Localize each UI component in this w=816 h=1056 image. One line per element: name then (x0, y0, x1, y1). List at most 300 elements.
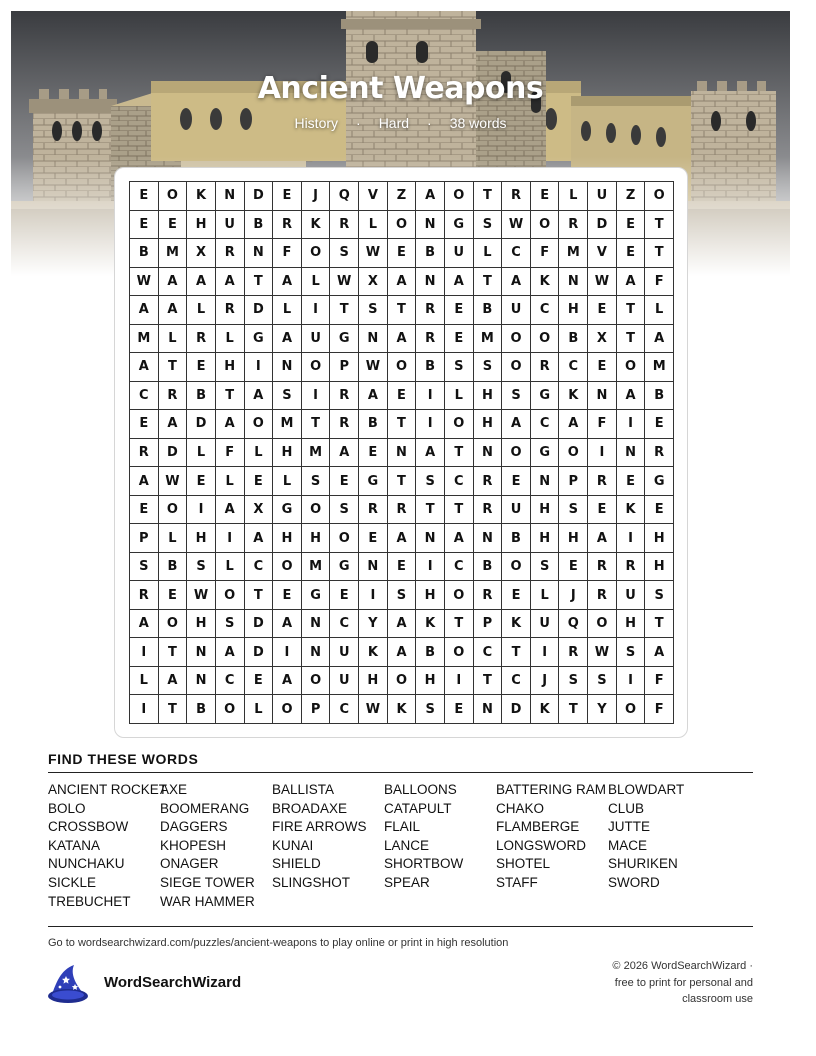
wizard-hat-icon[interactable] (46, 962, 94, 1006)
grid-cell[interactable]: F (645, 667, 674, 696)
grid-cell[interactable]: H (559, 296, 588, 325)
grid-cell[interactable]: A (388, 610, 417, 639)
grid-cell[interactable]: D (502, 695, 531, 724)
grid-cell[interactable]: I (216, 524, 245, 553)
grid-cell[interactable]: A (416, 439, 445, 468)
grid-cell[interactable]: F (645, 695, 674, 724)
grid-cell[interactable]: O (445, 581, 474, 610)
grid-cell[interactable]: I (416, 410, 445, 439)
grid-cell[interactable]: I (416, 382, 445, 411)
letter-grid[interactable] (129, 181, 674, 724)
grid-cell[interactable]: W (359, 353, 388, 382)
grid-cell[interactable]: O (302, 353, 331, 382)
grid-cell[interactable]: A (245, 524, 274, 553)
grid-cell[interactable]: S (130, 553, 159, 582)
grid-cell[interactable]: C (445, 467, 474, 496)
grid-cell[interactable]: X (359, 268, 388, 297)
grid-cell[interactable]: N (474, 439, 503, 468)
grid-cell[interactable]: U (445, 239, 474, 268)
grid-cell[interactable]: W (187, 581, 216, 610)
grid-cell[interactable]: P (302, 695, 331, 724)
grid-cell[interactable]: M (130, 325, 159, 354)
grid-cell[interactable]: E (617, 467, 646, 496)
grid-cell[interactable]: F (645, 268, 674, 297)
grid-cell[interactable]: U (216, 211, 245, 240)
grid-cell[interactable]: A (617, 382, 646, 411)
grid-cell[interactable]: B (559, 325, 588, 354)
grid-cell[interactable]: F (588, 410, 617, 439)
grid-cell[interactable]: R (559, 638, 588, 667)
grid-cell[interactable]: I (302, 382, 331, 411)
grid-cell[interactable]: B (502, 524, 531, 553)
grid-cell[interactable]: T (645, 610, 674, 639)
grid-cell[interactable]: O (445, 410, 474, 439)
grid-cell[interactable]: R (559, 211, 588, 240)
grid-cell[interactable]: E (531, 182, 560, 211)
grid-cell[interactable]: H (645, 553, 674, 582)
grid-cell[interactable]: T (617, 325, 646, 354)
grid-cell[interactable]: I (302, 296, 331, 325)
grid-cell[interactable]: W (588, 268, 617, 297)
grid-cell[interactable]: F (531, 239, 560, 268)
grid-cell[interactable]: W (588, 638, 617, 667)
grid-cell[interactable]: S (416, 695, 445, 724)
grid-cell[interactable]: C (330, 695, 359, 724)
grid-cell[interactable]: Z (388, 182, 417, 211)
grid-cell[interactable]: U (502, 496, 531, 525)
grid-cell[interactable]: N (302, 610, 331, 639)
grid-cell[interactable]: U (588, 182, 617, 211)
grid-cell[interactable]: C (245, 553, 274, 582)
grid-cell[interactable]: I (617, 410, 646, 439)
grid-cell[interactable]: J (302, 182, 331, 211)
grid-cell[interactable]: T (445, 610, 474, 639)
grid-cell[interactable]: K (359, 638, 388, 667)
grid-cell[interactable]: H (416, 667, 445, 696)
grid-cell[interactable]: R (617, 553, 646, 582)
grid-cell[interactable]: A (645, 638, 674, 667)
grid-cell[interactable]: A (245, 382, 274, 411)
grid-cell[interactable]: O (445, 182, 474, 211)
grid-cell[interactable]: B (159, 553, 188, 582)
grid-cell[interactable]: L (245, 695, 274, 724)
grid-cell[interactable]: N (216, 182, 245, 211)
grid-cell[interactable]: T (617, 296, 646, 325)
grid-cell[interactable]: D (245, 182, 274, 211)
grid-cell[interactable]: K (302, 211, 331, 240)
grid-cell[interactable]: C (531, 410, 560, 439)
grid-cell[interactable]: G (445, 211, 474, 240)
grid-cell[interactable]: S (359, 296, 388, 325)
grid-cell[interactable]: E (359, 439, 388, 468)
grid-cell[interactable]: H (531, 524, 560, 553)
grid-cell[interactable]: A (130, 296, 159, 325)
grid-cell[interactable]: A (359, 382, 388, 411)
grid-cell[interactable]: A (273, 610, 302, 639)
grid-cell[interactable]: C (502, 667, 531, 696)
grid-cell[interactable]: I (130, 695, 159, 724)
grid-cell[interactable]: A (130, 467, 159, 496)
grid-cell[interactable]: W (330, 268, 359, 297)
grid-cell[interactable]: T (474, 182, 503, 211)
grid-cell[interactable]: O (159, 182, 188, 211)
grid-cell[interactable]: U (330, 667, 359, 696)
grid-cell[interactable]: B (416, 239, 445, 268)
grid-cell[interactable]: S (502, 382, 531, 411)
grid-cell[interactable]: E (445, 325, 474, 354)
grid-cell[interactable]: T (474, 268, 503, 297)
grid-cell[interactable]: K (531, 695, 560, 724)
grid-cell[interactable]: T (159, 695, 188, 724)
grid-cell[interactable]: D (245, 638, 274, 667)
grid-cell[interactable]: W (359, 695, 388, 724)
grid-cell[interactable]: B (359, 410, 388, 439)
grid-cell[interactable]: H (216, 353, 245, 382)
grid-cell[interactable]: I (187, 496, 216, 525)
grid-cell[interactable]: M (159, 239, 188, 268)
grid-cell[interactable]: T (330, 296, 359, 325)
grid-cell[interactable]: N (474, 524, 503, 553)
grid-cell[interactable]: X (187, 239, 216, 268)
grid-cell[interactable]: G (531, 382, 560, 411)
grid-cell[interactable]: T (388, 410, 417, 439)
grid-cell[interactable]: C (216, 667, 245, 696)
grid-cell[interactable]: H (645, 524, 674, 553)
grid-cell[interactable]: C (130, 382, 159, 411)
grid-cell[interactable]: N (187, 638, 216, 667)
grid-cell[interactable]: X (588, 325, 617, 354)
grid-cell[interactable]: A (159, 410, 188, 439)
grid-cell[interactable]: A (416, 182, 445, 211)
grid-cell[interactable]: L (645, 296, 674, 325)
grid-cell[interactable]: T (445, 496, 474, 525)
grid-cell[interactable]: S (559, 667, 588, 696)
grid-cell[interactable]: E (588, 496, 617, 525)
grid-cell[interactable]: B (130, 239, 159, 268)
grid-cell[interactable]: E (388, 382, 417, 411)
grid-cell[interactable]: K (416, 610, 445, 639)
grid-cell[interactable]: L (302, 268, 331, 297)
grid-cell[interactable]: A (502, 268, 531, 297)
grid-cell[interactable]: T (388, 467, 417, 496)
grid-cell[interactable]: L (359, 211, 388, 240)
grid-cell[interactable]: G (273, 496, 302, 525)
grid-cell[interactable]: E (187, 467, 216, 496)
grid-cell[interactable]: S (617, 638, 646, 667)
grid-cell[interactable]: S (416, 467, 445, 496)
grid-cell[interactable]: P (330, 353, 359, 382)
grid-cell[interactable]: E (130, 496, 159, 525)
grid-cell[interactable]: R (474, 467, 503, 496)
grid-cell[interactable]: O (302, 239, 331, 268)
grid-cell[interactable]: E (388, 239, 417, 268)
grid-cell[interactable]: B (416, 638, 445, 667)
grid-cell[interactable]: S (559, 496, 588, 525)
grid-cell[interactable]: O (245, 410, 274, 439)
grid-cell[interactable]: R (474, 581, 503, 610)
grid-cell[interactable]: Y (359, 610, 388, 639)
grid-cell[interactable]: S (302, 467, 331, 496)
grid-cell[interactable]: E (245, 667, 274, 696)
grid-cell[interactable]: B (187, 382, 216, 411)
grid-cell[interactable]: A (187, 268, 216, 297)
grid-cell[interactable]: O (617, 353, 646, 382)
grid-cell[interactable]: N (245, 239, 274, 268)
grid-cell[interactable]: O (388, 667, 417, 696)
grid-cell[interactable]: H (474, 382, 503, 411)
grid-cell[interactable]: N (588, 382, 617, 411)
grid-cell[interactable]: E (445, 296, 474, 325)
grid-cell[interactable]: R (216, 296, 245, 325)
grid-cell[interactable]: E (645, 410, 674, 439)
grid-cell[interactable]: A (273, 325, 302, 354)
grid-cell[interactable]: W (502, 211, 531, 240)
grid-cell[interactable]: N (359, 553, 388, 582)
grid-cell[interactable]: L (216, 467, 245, 496)
grid-cell[interactable]: T (159, 353, 188, 382)
grid-cell[interactable]: N (474, 695, 503, 724)
grid-cell[interactable]: A (216, 496, 245, 525)
grid-cell[interactable]: E (645, 496, 674, 525)
grid-cell[interactable]: C (330, 610, 359, 639)
grid-cell[interactable]: O (302, 667, 331, 696)
grid-cell[interactable]: J (531, 667, 560, 696)
grid-cell[interactable]: D (245, 296, 274, 325)
grid-cell[interactable]: E (617, 239, 646, 268)
grid-cell[interactable]: L (445, 382, 474, 411)
grid-cell[interactable]: A (130, 610, 159, 639)
grid-cell[interactable]: K (617, 496, 646, 525)
grid-cell[interactable]: S (187, 553, 216, 582)
grid-cell[interactable]: K (559, 382, 588, 411)
grid-cell[interactable]: H (559, 524, 588, 553)
grid-cell[interactable]: L (474, 239, 503, 268)
grid-cell[interactable]: L (273, 296, 302, 325)
grid-cell[interactable]: L (531, 581, 560, 610)
grid-cell[interactable]: H (273, 524, 302, 553)
grid-cell[interactable]: R (130, 439, 159, 468)
grid-cell[interactable]: A (502, 410, 531, 439)
grid-cell[interactable]: A (273, 268, 302, 297)
grid-cell[interactable]: L (245, 439, 274, 468)
grid-cell[interactable]: B (187, 695, 216, 724)
grid-cell[interactable]: R (416, 325, 445, 354)
grid-cell[interactable]: T (645, 239, 674, 268)
grid-cell[interactable]: T (474, 667, 503, 696)
grid-cell[interactable]: R (330, 211, 359, 240)
grid-cell[interactable]: E (359, 524, 388, 553)
grid-cell[interactable]: R (588, 467, 617, 496)
grid-cell[interactable]: N (388, 439, 417, 468)
grid-cell[interactable]: O (445, 638, 474, 667)
grid-cell[interactable]: E (159, 211, 188, 240)
grid-cell[interactable]: E (245, 467, 274, 496)
grid-cell[interactable]: O (559, 439, 588, 468)
grid-cell[interactable]: B (645, 382, 674, 411)
grid-cell[interactable]: A (445, 268, 474, 297)
grid-cell[interactable]: O (216, 695, 245, 724)
grid-cell[interactable]: O (502, 553, 531, 582)
grid-cell[interactable]: A (159, 296, 188, 325)
grid-cell[interactable]: U (531, 610, 560, 639)
grid-cell[interactable]: A (388, 524, 417, 553)
grid-cell[interactable]: O (617, 695, 646, 724)
grid-cell[interactable]: S (388, 581, 417, 610)
grid-cell[interactable]: B (474, 296, 503, 325)
grid-cell[interactable]: D (187, 410, 216, 439)
grid-cell[interactable]: I (416, 553, 445, 582)
grid-cell[interactable]: L (159, 325, 188, 354)
grid-cell[interactable]: E (130, 182, 159, 211)
grid-cell[interactable]: C (445, 553, 474, 582)
grid-cell[interactable]: G (531, 439, 560, 468)
grid-cell[interactable]: P (130, 524, 159, 553)
grid-cell[interactable]: O (273, 553, 302, 582)
grid-cell[interactable]: B (416, 353, 445, 382)
grid-cell[interactable]: N (187, 667, 216, 696)
grid-cell[interactable]: A (388, 325, 417, 354)
grid-cell[interactable]: I (359, 581, 388, 610)
grid-cell[interactable]: V (588, 239, 617, 268)
grid-cell[interactable]: L (159, 524, 188, 553)
grid-cell[interactable]: A (588, 524, 617, 553)
grid-cell[interactable]: K (531, 268, 560, 297)
grid-cell[interactable]: R (159, 382, 188, 411)
grid-cell[interactable]: S (474, 211, 503, 240)
grid-cell[interactable]: L (216, 553, 245, 582)
grid-cell[interactable]: R (531, 353, 560, 382)
grid-cell[interactable]: E (130, 410, 159, 439)
grid-cell[interactable]: O (502, 325, 531, 354)
grid-cell[interactable]: A (216, 268, 245, 297)
grid-cell[interactable]: P (559, 467, 588, 496)
grid-cell[interactable]: T (245, 581, 274, 610)
grid-cell[interactable]: R (588, 581, 617, 610)
grid-cell[interactable]: G (330, 325, 359, 354)
grid-cell[interactable]: O (531, 325, 560, 354)
grid-cell[interactable]: Q (559, 610, 588, 639)
grid-cell[interactable]: Q (330, 182, 359, 211)
grid-cell[interactable]: M (302, 553, 331, 582)
grid-cell[interactable]: W (130, 268, 159, 297)
grid-cell[interactable]: O (159, 610, 188, 639)
grid-cell[interactable]: E (559, 553, 588, 582)
grid-cell[interactable]: T (302, 410, 331, 439)
grid-cell[interactable]: M (559, 239, 588, 268)
grid-cell[interactable]: A (130, 353, 159, 382)
grid-cell[interactable]: S (474, 353, 503, 382)
grid-cell[interactable]: R (359, 496, 388, 525)
grid-cell[interactable]: H (359, 667, 388, 696)
grid-cell[interactable]: R (273, 211, 302, 240)
grid-cell[interactable]: X (245, 496, 274, 525)
grid-cell[interactable]: A (645, 325, 674, 354)
grid-cell[interactable]: C (559, 353, 588, 382)
grid-cell[interactable]: I (617, 524, 646, 553)
grid-cell[interactable]: C (474, 638, 503, 667)
grid-cell[interactable]: O (388, 353, 417, 382)
grid-cell[interactable]: I (617, 667, 646, 696)
grid-cell[interactable]: T (216, 382, 245, 411)
grid-cell[interactable]: R (388, 496, 417, 525)
grid-cell[interactable]: O (159, 496, 188, 525)
grid-cell[interactable]: I (130, 638, 159, 667)
grid-cell[interactable]: O (273, 695, 302, 724)
grid-cell[interactable]: S (445, 353, 474, 382)
grid-cell[interactable]: E (617, 211, 646, 240)
grid-cell[interactable]: L (216, 325, 245, 354)
grid-cell[interactable]: H (617, 610, 646, 639)
grid-cell[interactable]: B (474, 553, 503, 582)
grid-cell[interactable]: T (159, 638, 188, 667)
grid-cell[interactable]: U (330, 638, 359, 667)
grid-cell[interactable]: E (588, 353, 617, 382)
grid-cell[interactable]: N (416, 268, 445, 297)
grid-cell[interactable]: J (559, 581, 588, 610)
grid-cell[interactable]: O (588, 610, 617, 639)
grid-cell[interactable]: A (159, 268, 188, 297)
grid-cell[interactable]: O (388, 211, 417, 240)
grid-cell[interactable]: W (159, 467, 188, 496)
grid-cell[interactable]: A (559, 410, 588, 439)
grid-cell[interactable]: F (273, 239, 302, 268)
grid-cell[interactable]: S (531, 553, 560, 582)
grid-cell[interactable]: R (502, 182, 531, 211)
grid-cell[interactable]: U (617, 581, 646, 610)
grid-cell[interactable]: V (359, 182, 388, 211)
grid-cell[interactable]: A (216, 410, 245, 439)
grid-cell[interactable]: S (216, 610, 245, 639)
grid-cell[interactable]: H (187, 524, 216, 553)
grid-cell[interactable]: N (416, 211, 445, 240)
grid-cell[interactable]: O (502, 439, 531, 468)
grid-cell[interactable]: T (559, 695, 588, 724)
grid-cell[interactable]: N (273, 353, 302, 382)
grid-cell[interactable]: G (645, 467, 674, 496)
grid-cell[interactable]: K (502, 610, 531, 639)
grid-cell[interactable]: B (245, 211, 274, 240)
grid-cell[interactable]: L (273, 467, 302, 496)
grid-cell[interactable]: G (359, 467, 388, 496)
grid-cell[interactable]: I (588, 439, 617, 468)
grid-cell[interactable]: T (416, 496, 445, 525)
grid-cell[interactable]: U (302, 325, 331, 354)
grid-cell[interactable]: T (388, 296, 417, 325)
grid-cell[interactable]: R (330, 382, 359, 411)
grid-cell[interactable]: W (359, 239, 388, 268)
grid-cell[interactable]: C (502, 239, 531, 268)
grid-cell[interactable]: E (330, 581, 359, 610)
grid-cell[interactable]: A (330, 439, 359, 468)
grid-cell[interactable]: S (273, 382, 302, 411)
grid-cell[interactable]: T (245, 268, 274, 297)
grid-cell[interactable]: E (130, 211, 159, 240)
grid-cell[interactable]: R (588, 553, 617, 582)
grid-cell[interactable]: R (216, 239, 245, 268)
grid-cell[interactable]: L (187, 439, 216, 468)
grid-cell[interactable]: G (302, 581, 331, 610)
grid-cell[interactable]: I (245, 353, 274, 382)
grid-cell[interactable]: H (273, 439, 302, 468)
grid-cell[interactable]: H (302, 524, 331, 553)
grid-cell[interactable]: H (187, 211, 216, 240)
grid-cell[interactable]: M (645, 353, 674, 382)
grid-cell[interactable]: N (617, 439, 646, 468)
grid-cell[interactable]: R (130, 581, 159, 610)
grid-cell[interactable]: G (330, 553, 359, 582)
grid-cell[interactable]: M (273, 410, 302, 439)
grid-cell[interactable]: E (273, 182, 302, 211)
